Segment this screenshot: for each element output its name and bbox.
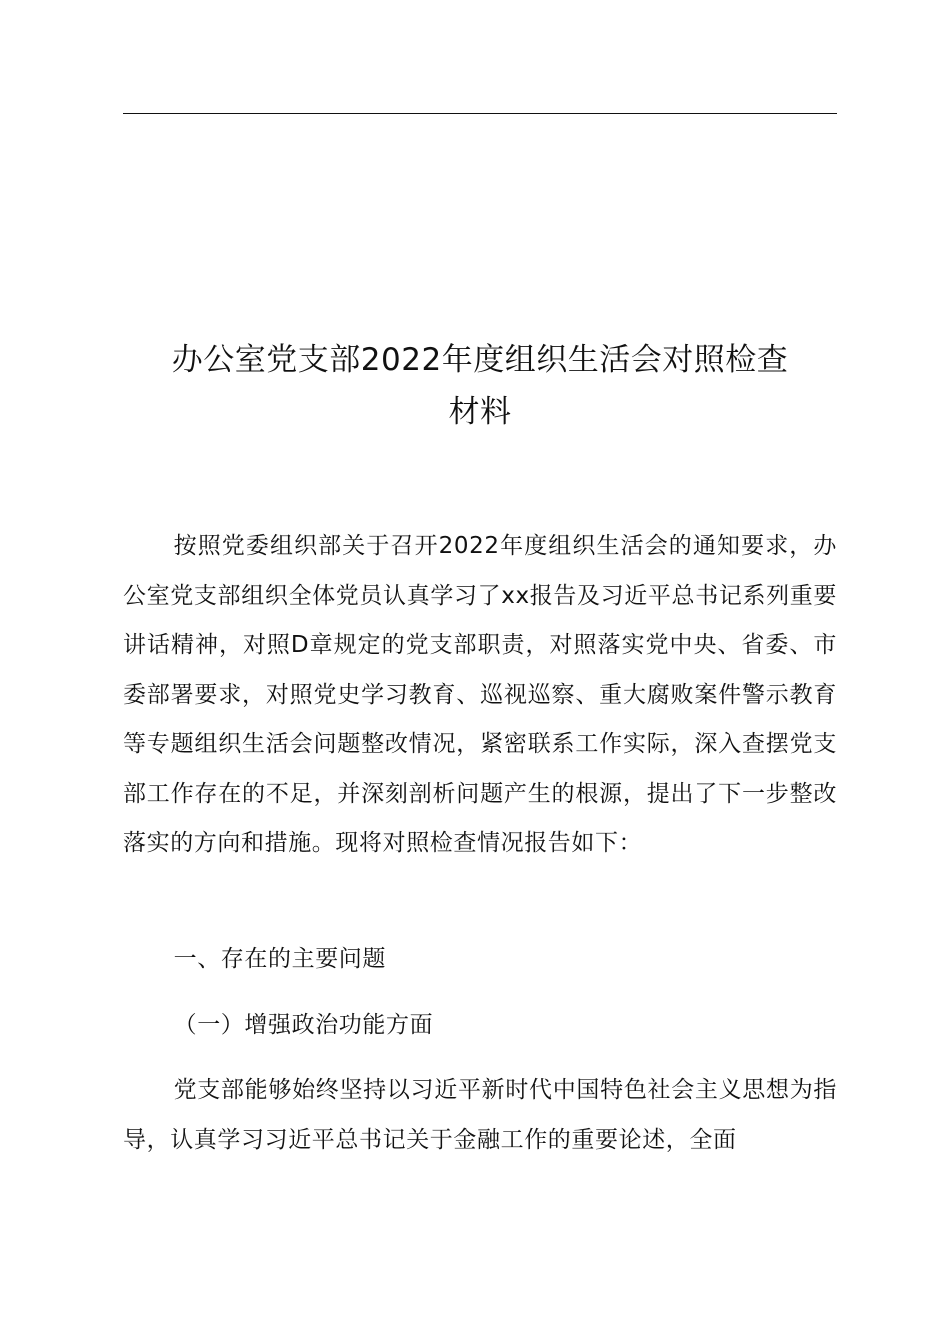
intro-paragraph: 按照党委组织部关于召开2022年度组织生活会的通知要求，办公室党支部组织全体党员认真学习了xx报告及习近平总书记系列重要讲话精神，对照D章规定的党支部职责，对照落实党中央、省委、市委部署要求，对照党史学习教育、巡视巡察、重大腐败案件警示教育等专题组织生活会问题整改情况，紧密联系工作实际，深入查摆党支部工作存在的不足，并深刻剖析问题产生的根源，提出了下一步整改落实的方向和措施。现将对照检查情况报告如下： bbox=[123, 533, 837, 856]
document-title bbox=[123, 334, 837, 438]
section-heading: 一、存在的主要问题 bbox=[173, 946, 386, 972]
subsection-heading: （一）增强政治功能方面 bbox=[173, 1012, 434, 1038]
document-title-line1: 办公室党支部2022年度组织生活会对照检查 bbox=[171, 342, 789, 378]
subsection-paragraph: 党支部能够始终坚持以习近平新时代中国特色社会主义思想为指导，认真学习习近平总书记关于金融工作的重要论述，全面 bbox=[123, 1077, 837, 1153]
header-rule bbox=[123, 113, 837, 114]
document-title-line2: 材料 bbox=[448, 394, 512, 430]
